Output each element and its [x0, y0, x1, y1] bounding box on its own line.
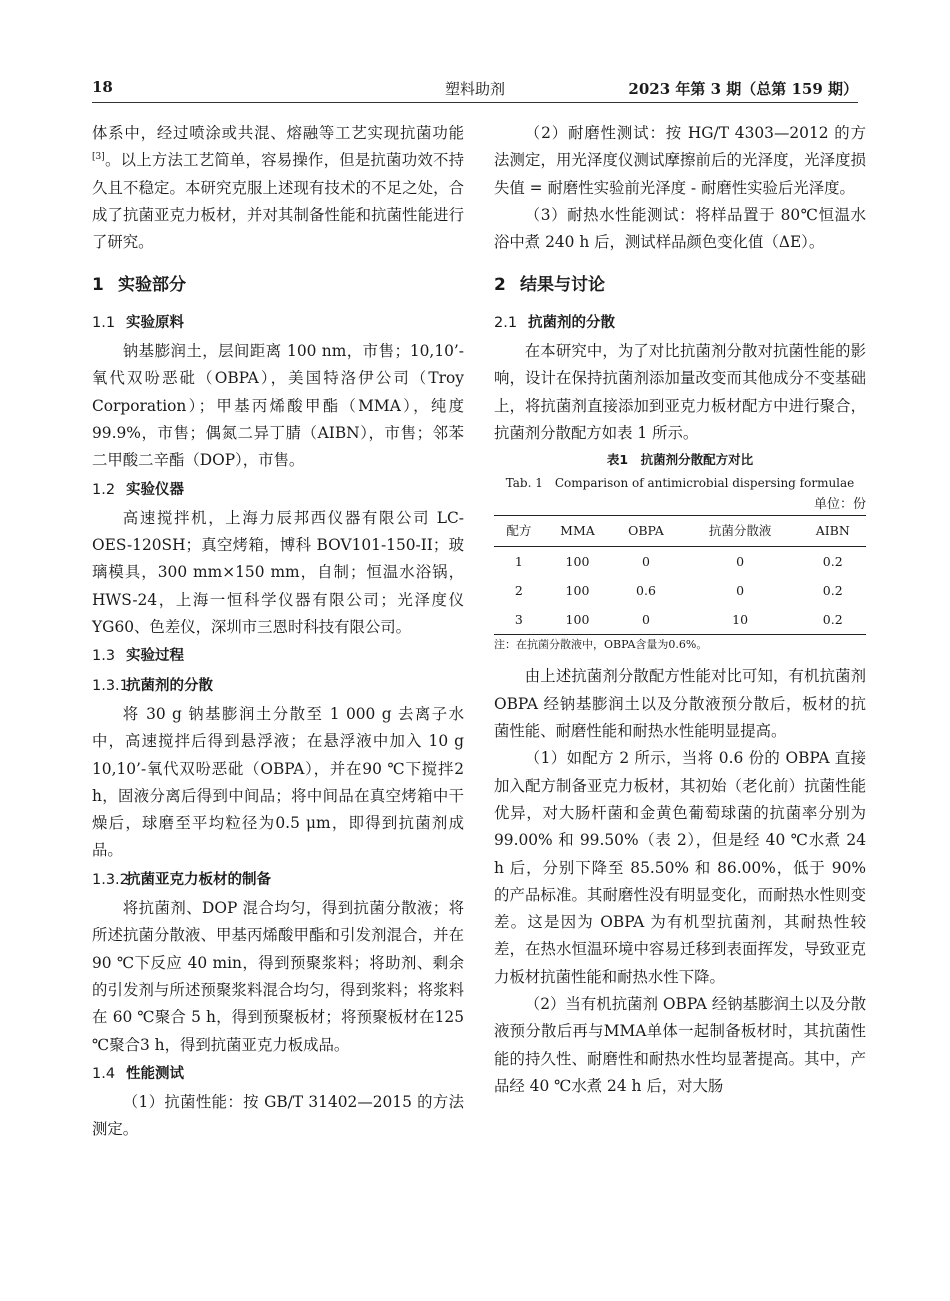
table-header-cell: MMA [560, 523, 595, 539]
table-header-cell: 配方 [506, 523, 532, 539]
table-row [494, 546, 866, 576]
section-2-1-heading: 2.1 抗菌剂的分散 [494, 314, 615, 331]
table-cell: 0.2 [822, 582, 843, 598]
test-antibacterial-paragraph: （1）抗菌性能：按 GB/T 31402—2015 的方法测定。 [92, 1093, 464, 1139]
table-caption-en: Tab. 1 Comparison of antimicrobial dispersing formulae [505, 476, 855, 491]
intro-paragraph: 体系中，经过喷涂或共混、熔融等工艺实现抗菌功能[3]。以上方法工艺简单，容易操作，但是抗菌功效不持久且不稳定。本研究克服上述现有技术的不足之处，合成了抗菌亚克力板材，并对其制备性能和抗菌性能进行了研究。 [92, 124, 464, 252]
table-row [494, 605, 866, 635]
table-cell: 3 [514, 612, 523, 628]
table-header-cell: 抗菌分散液 [708, 523, 772, 539]
materials-paragraph: 钠基膨润土，层间距离 100 nm，市售；10,10’- 氧代双吩恶砒（OBPA），美国特洛伊公司（Troy Corporation）；甲基丙烯酸甲酯（MMA），纯度 99.9%，市售；偶氮二异丁腈（AIBN），市售；邻苯二甲酸二辛酯（DOP），市售。 [92, 342, 464, 470]
case-1-paragraph: （1）如配方 2 所示，当将 0.6 份的 OBPA 直接加入配方制备亚克力板材，其初始（老化前）抗菌性能优异，对大肠杆菌和金黄色葡萄球菌的抗菌率分别为 99.00% 和 99.50%（表 2），但是经 40 ℃水煮 24 h 后，分别下降至 85.50% 和 86.00%，低于 90% 的产品标准。其耐磨性没有明显变化，而耐热水性则变差。这是因为 OBPA 为有机型抗菌剂，其耐热性较差，在热水恒温环境中容易迁移到表面挥发，导致亚克力板材抗菌性能和耐热水性下降。 [494, 749, 866, 986]
section-1-3-2-heading: 1.3.2抗菌亚克力板材的制备 [92, 871, 271, 888]
table-cell: 10 [732, 612, 749, 628]
page-number: 18 [92, 78, 113, 96]
table-cell: 1 [514, 553, 523, 569]
table-caption-cn: 表1 抗菌剂分散配方对比 [606, 452, 754, 468]
comparison-paragraph: 由上述抗菌剂分散配方性能对比可知，有机抗菌剂 OBPA 经钠基膨润土以及分散液预分散后，板材的抗菌性能、耐磨性能和耐热水性能明显提高。 [494, 667, 866, 741]
section-2-heading: 2 结果与讨论 [494, 275, 605, 296]
table-cell: 100 [565, 582, 590, 598]
section-1-1-heading: 1.1 实验原料 [92, 314, 184, 331]
preparation-paragraph: 将抗菌剂、DOP 混合均匀，得到抗菌分散液；将所述抗菌分散液、甲基丙烯酸甲酯和引发剂混合，并在 90 ℃下反应 40 min，得到预聚浆料；将助剂、剩余的引发剂与所述预聚浆料混合均匀，得到浆料；将浆料在 60 ℃聚合 5 h，得到预聚板材；将预聚板材在125 ℃聚合3 h，得到抗菌亚克力板成品。 [92, 899, 464, 1054]
dispersion-results-paragraph: 在本研究中，为了对比抗菌剂分散对抗菌性能的影响，设计在保持抗菌剂添加量改变而其他成分不变基础上，将抗菌剂直接添加到亚克力板材配方中进行聚合，抗菌剂分散配方如表 1 所示。 [494, 342, 866, 442]
table-header-cell: AIBN [815, 523, 850, 539]
table-unit: 单位：份 [813, 497, 866, 513]
section-1-3-1-heading: 1.3.1抗菌剂的分散 [92, 677, 213, 694]
citation-ref[interactable]: [3] [92, 152, 105, 163]
table-cell: 0.2 [822, 612, 843, 628]
table-header-row [494, 516, 866, 546]
page-header [92, 78, 858, 103]
section-1-3-heading: 1.3 实验过程 [92, 648, 184, 665]
table-cell: 0 [641, 612, 650, 628]
instruments-paragraph: 高速搅拌机，上海力辰邦西仪器有限公司 LC-OES-120SH；真空烤箱，博科 BOV101-150-II；玻璃模具，300 mm×150 mm，自制；恒温水浴锅，HWS-24，上海一恒科学仪器有限公司；光泽度仪 YG60、色差仪，深圳市三恩时科技有限公司。 [92, 508, 464, 637]
dispersion-paragraph: 将 30 g 钠基膨润土分散至 1 000 g 去离子水中，高速搅拌后得到悬浮液；在悬浮液中加入 10 g 10,10’-氧代双吩恶砒（OBPA），并在90 ℃下搅拌2 h，固液分离后得到中间品；将中间品在真空烤箱中干燥后，球磨至平均粒径为0.5 μm，即得到抗菌剂成品。 [92, 704, 464, 860]
table-header-cell: OBPA [628, 523, 664, 539]
table-cell: 0 [736, 582, 745, 598]
table-cell: 2 [514, 582, 523, 598]
test-wear-paragraph: （2）耐磨性测试：按 HG/T 4303—2012 的方法测定，用光泽度仪测试摩擦前后的光泽度，光泽度损失值 = 耐磨性实验前光泽度 - 耐磨性实验后光泽度。 [494, 124, 866, 197]
table-note: 注：在抗菌分散液中，OBPA含量为0.6%。 [494, 638, 708, 652]
case-2-paragraph: （2）当有机抗菌剂 OBPA 经钠基膨润土以及分散液预分散后再与MMA单体一起制备板材时，其抗菌性能的持久性、耐磨性和耐热水性均显著提高。其中，产品经 40 ℃水煮 24 h 后，对大肠 [494, 995, 866, 1095]
formulae-table [494, 515, 866, 635]
table-cell: 0 [641, 553, 650, 569]
issue-info: 2023 年第 3 期（总第 159 期） [628, 80, 858, 98]
table-row [494, 576, 866, 605]
journal-name: 塑料助剂 [444, 80, 505, 98]
left-column [92, 120, 464, 1144]
section-1-heading: 1 实验部分 [92, 275, 186, 296]
right-column [494, 120, 866, 1100]
table-cell: 0 [736, 553, 745, 569]
section-1-4-heading: 1.4 性能测试 [92, 1065, 184, 1082]
test-hot-water-paragraph: （3）耐热水性能测试：将样品置于 80℃恒温水浴中煮 240 h 后，测试样品颜色变化值（ΔE）。 [494, 205, 866, 252]
table-cell: 100 [565, 553, 590, 569]
table-cell: 0.6 [636, 582, 656, 598]
section-1-2-heading: 1.2 实验仪器 [92, 481, 184, 498]
table-cell: 0.2 [822, 553, 843, 569]
table-cell: 100 [565, 612, 590, 628]
